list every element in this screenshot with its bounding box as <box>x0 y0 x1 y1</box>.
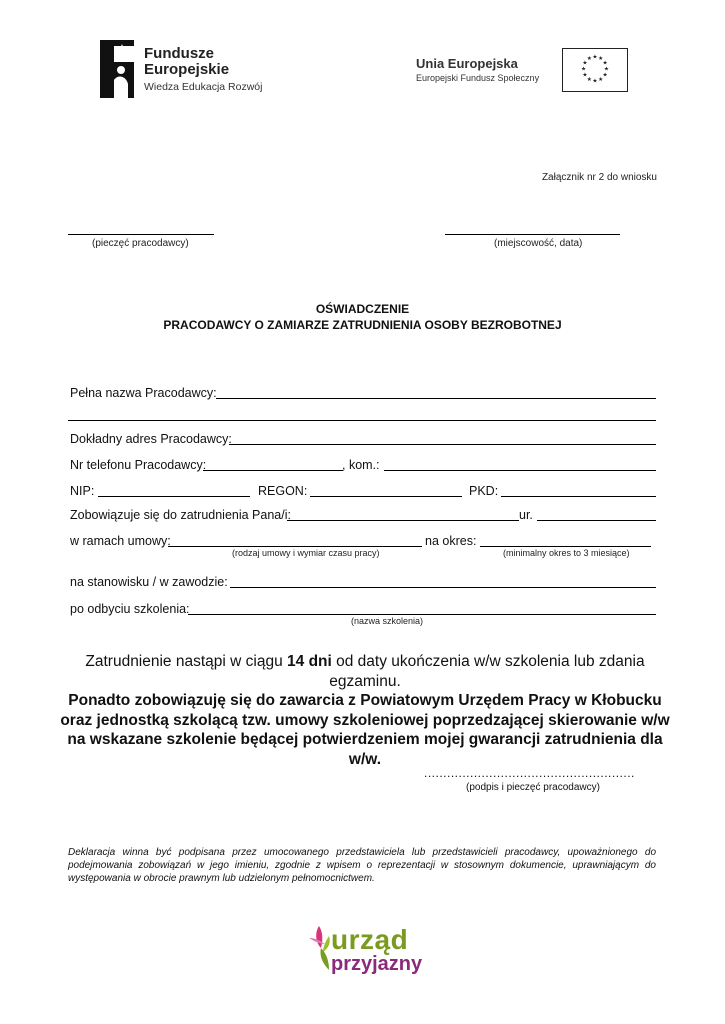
nip-line[interactable] <box>98 496 250 497</box>
document-title: OŚWIADCZENIE <box>315 302 410 316</box>
statement-obligation: Ponadto zobowiązuję się do zawarcia z Powiatowym Urzędem Pracy w Kłobucku oraz jednostką szkolącą tzw. umowy szkoleniowej poprzedzającej skierowanie w/w na wskazane szkolenie będącej potwierdzeniem mojej gwarancji zatrudnienia dla w/w. <box>60 692 670 768</box>
place-date-line <box>445 234 620 235</box>
fe-logo-line1: Fundusze <box>144 45 214 62</box>
statement-part2: od daty ukończenia w/w szkolenia lub zdania egzaminu. <box>329 653 645 690</box>
fe-logo-mark-icon <box>100 40 134 98</box>
pkd-line[interactable] <box>501 496 656 497</box>
svg-text:★: ★ <box>582 60 588 67</box>
stamp-line <box>68 234 214 235</box>
employer-phone-label: Nr telefonu Pracodawcy: <box>70 458 207 472</box>
hire-person-label: Zobowiązuje się do zatrudnienia Pana/i: <box>70 508 291 522</box>
pkd-label: PKD: <box>469 484 499 498</box>
eu-flag-icon <box>562 48 628 92</box>
training-label: po odbyciu szkolenia: <box>70 602 190 616</box>
svg-text:★: ★ <box>592 54 598 61</box>
urzad-word: urząd <box>331 924 409 955</box>
annex-note: Załącznik nr 2 do wniosku <box>541 172 657 183</box>
svg-text:★: ★ <box>598 55 604 62</box>
svg-text:★: ★ <box>586 55 592 62</box>
svg-text:★: ★ <box>582 72 588 79</box>
eu-logo-subtitle: Europejski Fundusz Społeczny <box>416 73 540 83</box>
eu-logo-title: Unia Europejska <box>416 56 518 71</box>
employer-address-line[interactable] <box>229 444 656 445</box>
contract-label: w ramach umowy: <box>70 534 171 548</box>
period-label: na okres: <box>425 534 477 548</box>
nip-label: NIP: <box>70 484 95 498</box>
fe-logo-text <box>144 46 262 95</box>
birth-date-line[interactable] <box>537 520 656 521</box>
position-line[interactable] <box>230 587 656 588</box>
declaration-note: Deklaracja winna być podpisana przez umocowanego przedstawiciela lub przedstawicieli pracodawcy, upoważnionego do podejmowania zobowiązań w jego imieniu, zgodnie z wpisem o reprezentacji w stosownym dokumencie, uprawniającym do występowania w obrocie prawnym lub udzielonym pełnomocnictwem. <box>68 847 656 884</box>
eu-logo-text <box>416 56 539 83</box>
position-label: na stanowisku / w zawodzie: <box>70 575 228 589</box>
place-date-caption: (miejscowość, data) <box>494 238 583 249</box>
svg-text:★: ★ <box>602 72 608 79</box>
svg-text:★: ★ <box>592 78 598 85</box>
birth-date-label: ur. <box>519 508 533 522</box>
urzad-przyjazny-logo <box>305 922 435 982</box>
document-subtitle: PRACODAWCY O ZAMIARZE ZATRUDNIENIA OSOBY BEZROBOTNEJ <box>163 318 562 332</box>
employer-name-line[interactable] <box>216 398 656 399</box>
employer-mobile-label: , kom.: <box>342 458 380 472</box>
employer-name-line-2[interactable] <box>68 420 656 421</box>
statement-days: 14 dni <box>287 653 332 670</box>
regon-label: REGON: <box>258 484 308 498</box>
employer-phone-line[interactable] <box>203 470 343 471</box>
regon-line[interactable] <box>310 496 462 497</box>
employer-mobile-line[interactable] <box>384 470 656 471</box>
fe-logo-line3: Wiedza Edukacja Rozwój <box>144 81 263 93</box>
svg-text:★: ★ <box>602 60 608 67</box>
employer-name-label: Pełna nazwa Pracodawcy: <box>70 386 217 400</box>
fe-logo-line2: Europejskie <box>144 61 230 78</box>
period-caption: (minimalny okres to 3 miesiące) <box>503 548 630 558</box>
training-caption: (nazwa szkolenia) <box>351 616 424 626</box>
period-line[interactable] <box>480 546 651 547</box>
employment-statement <box>60 652 670 769</box>
signature-caption: (podpis i pieczęć pracodawcy) <box>466 782 600 793</box>
hire-person-line[interactable] <box>287 520 519 521</box>
employer-address-label: Dokładny adres Pracodawcy: <box>70 432 232 446</box>
svg-text:★: ★ <box>580 66 587 73</box>
statement-part1: Zatrudnienie nastąpi w ciągu <box>85 653 288 670</box>
svg-text:★: ★ <box>598 76 604 83</box>
eu-logo <box>416 48 628 94</box>
fundusze-europejskie-logo <box>100 40 270 98</box>
svg-text:★: ★ <box>586 76 592 83</box>
contract-line[interactable] <box>168 546 422 547</box>
przyjazny-word: przyjazny <box>331 953 423 975</box>
svg-text:★: ★ <box>603 66 610 73</box>
contract-caption: (rodzaj umowy i wymiar czasu pracy) <box>232 548 380 558</box>
stamp-caption: (pieczęć pracodawcy) <box>92 238 189 249</box>
signature-line[interactable]: ....................................................... <box>424 766 635 780</box>
training-line[interactable] <box>188 614 656 615</box>
